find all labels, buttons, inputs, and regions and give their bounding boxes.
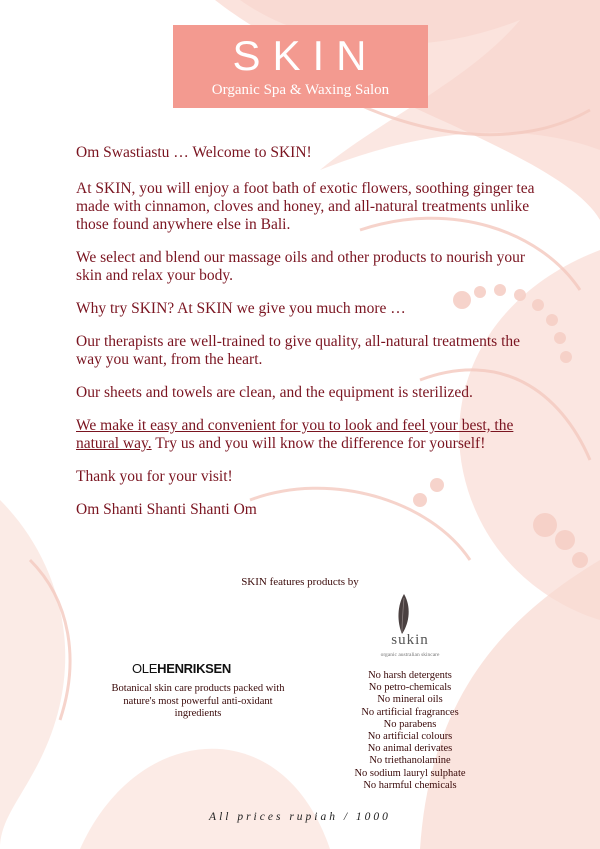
list-item: No parabens (383, 718, 437, 730)
paragraph-shanti: Om Shanti Shanti Shanti Om (76, 501, 257, 518)
ole-brand-light: OLE (132, 661, 158, 676)
ole-description: Botanical skin care products packed with nature's most powerful anti-oxidant ingredients (111, 683, 285, 719)
skin-logo (173, 25, 428, 108)
underlined-slogan: We make it easy and convenient for you to look and feel your best, the natural way. (76, 417, 514, 452)
products-heading: SKIN features products by (241, 576, 359, 588)
sukin-leaf-icon (393, 592, 413, 636)
greeting: Om Swastiastu … Welcome to SKIN! (76, 144, 312, 161)
list-item: No harsh detergents (368, 670, 452, 681)
list-item: No animal derivates (367, 743, 453, 755)
ole-brand-bold: HENRIKSEN (157, 661, 231, 676)
paragraph-foot-bath: At SKIN, you will enjoy a foot bath of exotic flowers, soothing ginger tea made with cinnamon, cloves and honey, and all-natural treatments unlike those found anywhere else in Bali. (76, 180, 535, 233)
paragraph-convenient (76, 417, 546, 453)
sukin-logo: sukin (391, 632, 429, 648)
logo-subtitle: Organic Spa & Waxing Salon (211, 82, 390, 98)
sukin-tagline: organic australian skincare (380, 652, 440, 658)
try-us-text: Try us and you will know the difference for yourself! (151, 435, 486, 452)
prices-note: All prices rupiah / 1000 (209, 811, 391, 823)
ole-henriksen-logo (132, 661, 262, 676)
list-item: No artificial fragrances (361, 706, 459, 718)
paragraph-massage-oils: We select and blend our massage oils and other products to nourish your skin and relax your body. (76, 249, 526, 284)
list-item: No mineral oils (377, 694, 443, 706)
list-item: No harmful chemicals (363, 779, 457, 791)
sukin-claims-list (330, 670, 490, 792)
paragraph-why-try: Why try SKIN? At SKIN we give you much more … (76, 300, 406, 317)
logo-title: SKIN (232, 32, 379, 79)
paragraph-therapists: Our therapists are well-trained to give quality, all-natural treatments the way you want, from the heart. (76, 333, 521, 368)
paragraph-thank-you: Thank you for your visit! (76, 468, 233, 485)
list-item: No sodium lauryl sulphate (354, 767, 466, 779)
paragraph-sheets: Our sheets and towels are clean, and the equipment is sterilized. (76, 384, 473, 401)
list-item: No artificial colours (367, 731, 453, 743)
welcome-letter (76, 144, 546, 534)
list-item: No triethanolamine (369, 755, 451, 767)
list-item: No petro-chemicals (368, 682, 452, 694)
